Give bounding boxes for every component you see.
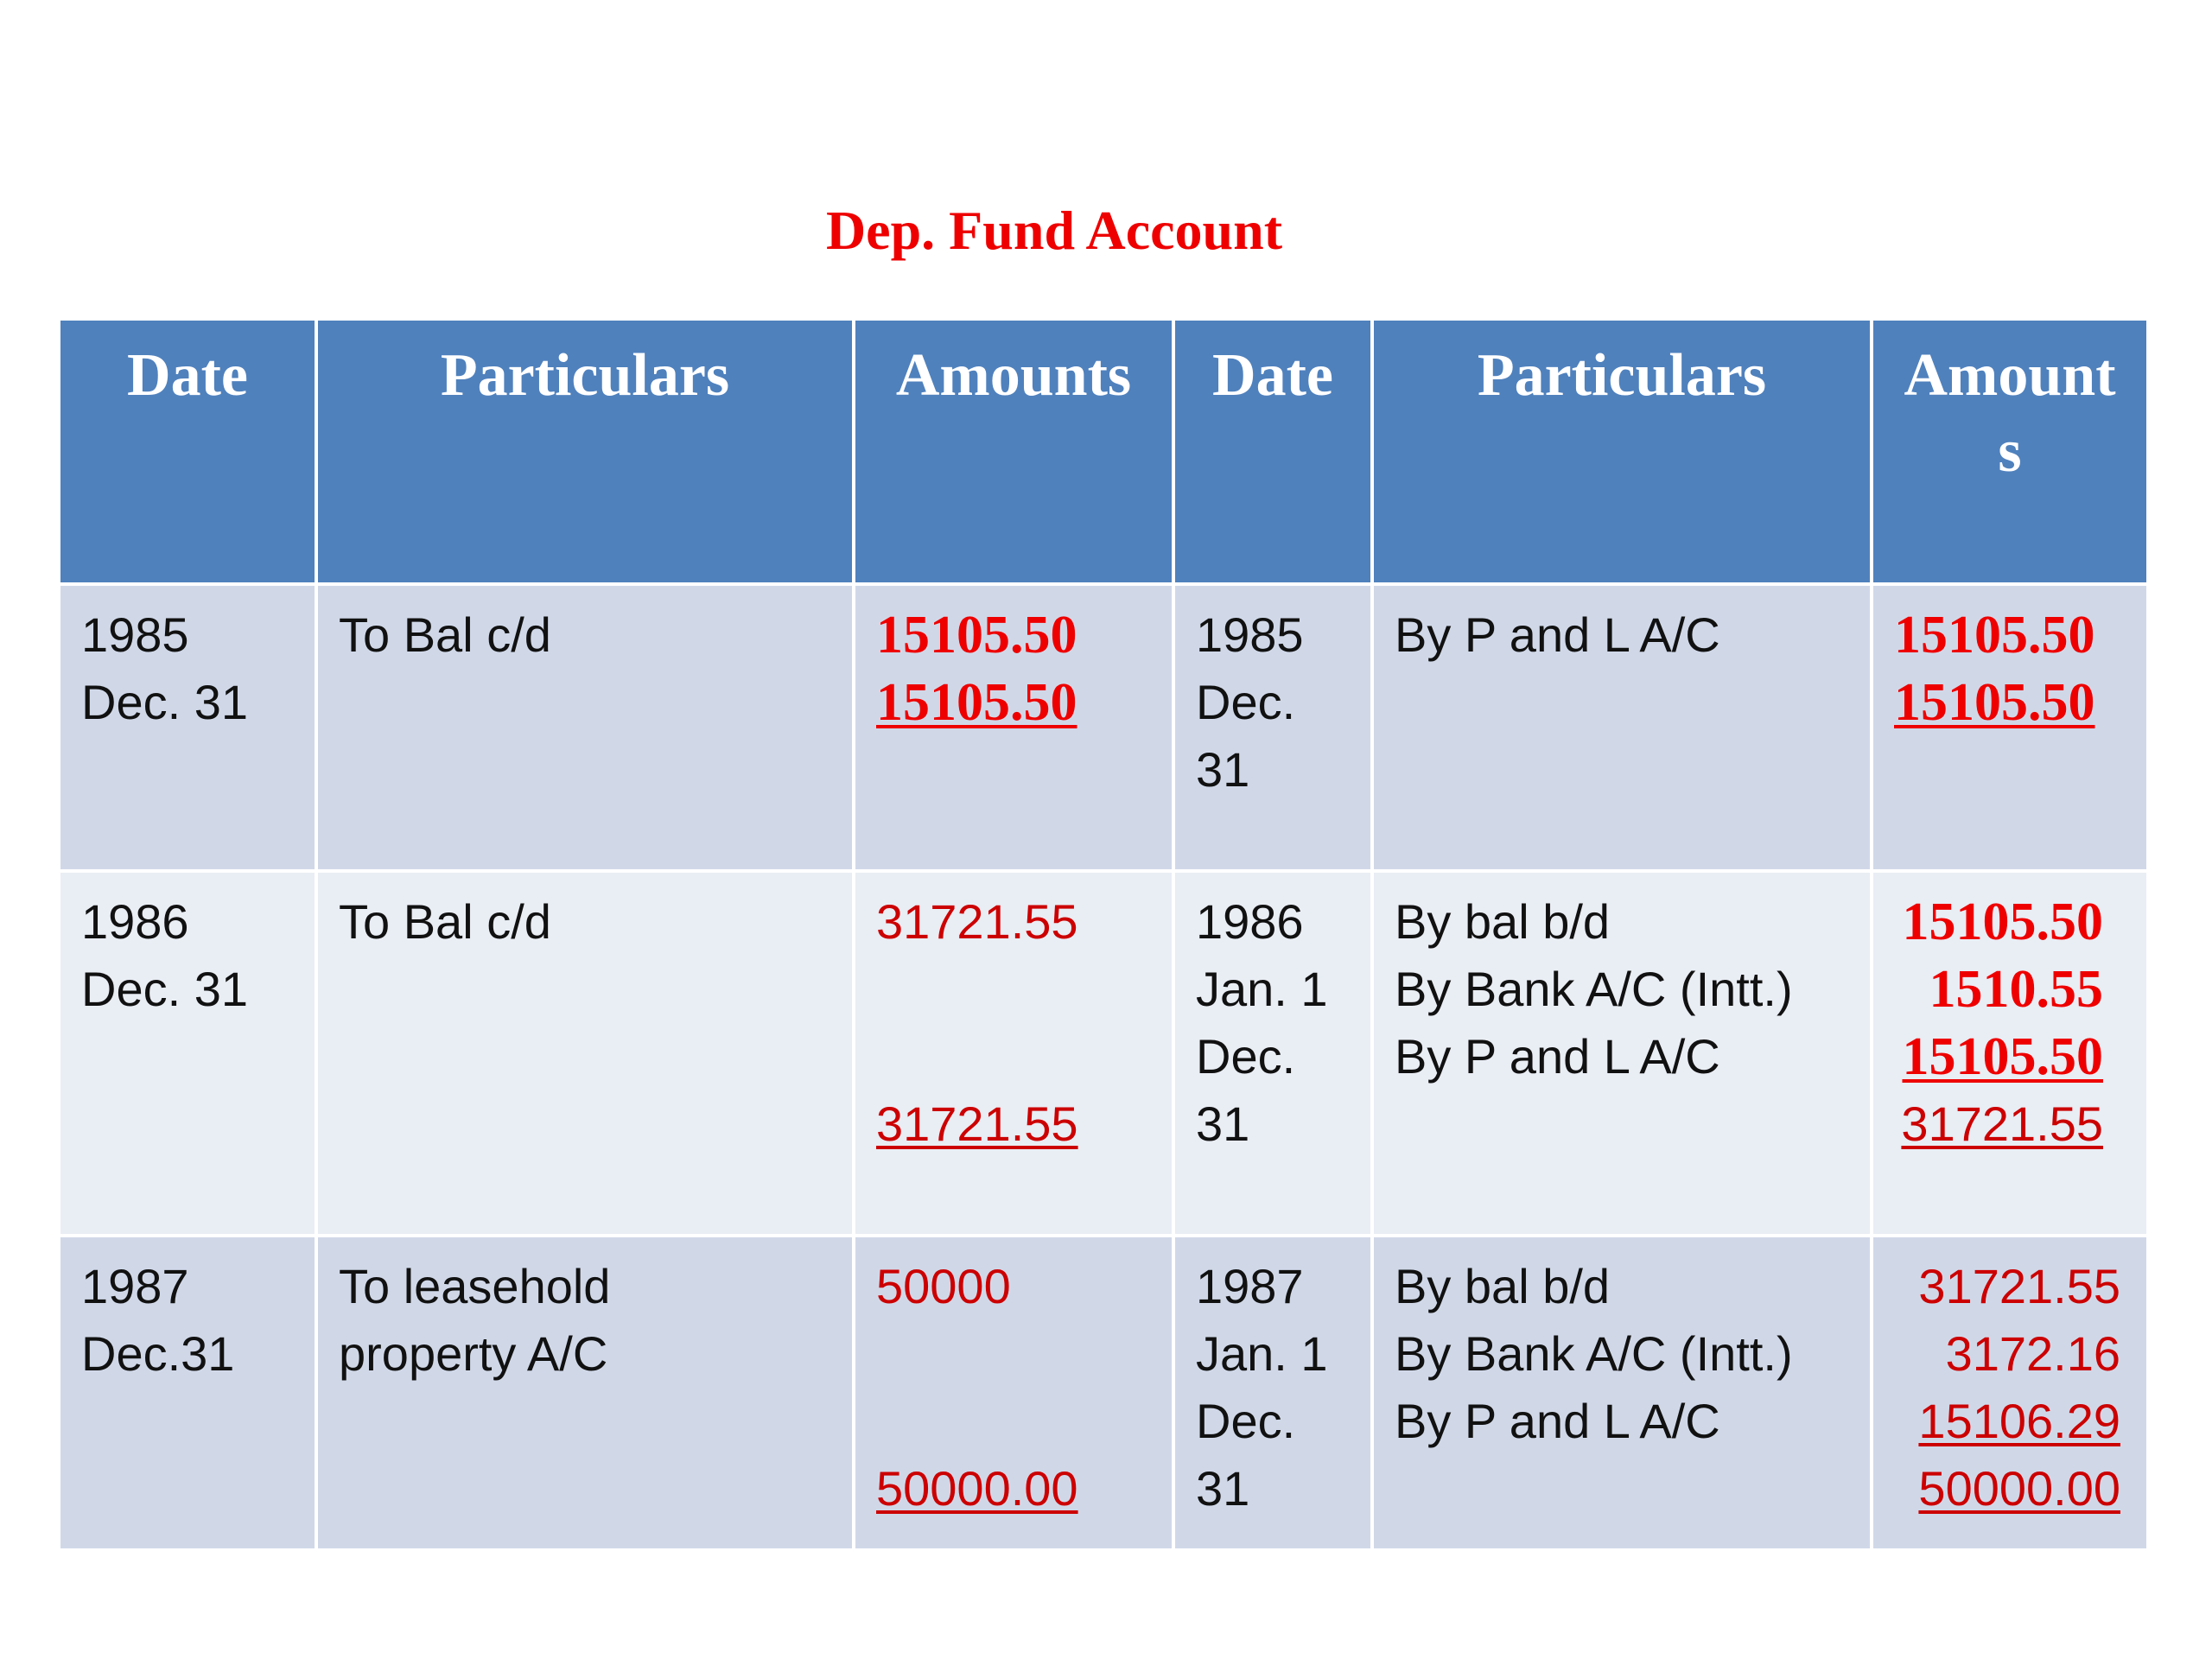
particulars-line: By bal b/d [1395,1259,1611,1313]
date-line: Jan. 1 [1196,962,1328,1016]
header-date-right: Date [1173,319,1372,584]
right-particulars-cell [1372,1236,1872,1550]
amount-value: 50000 [876,1259,1011,1313]
date-line: Dec.31 [81,1326,235,1381]
particulars-line: To Bal c/d [339,607,551,662]
right-date-cell [1173,871,1372,1236]
header-amounts-right: Amount s [1872,319,2148,584]
particulars-line: By bal b/d [1395,894,1611,949]
header-particulars-left: Particulars [316,319,854,584]
date-line: Dec. [1196,675,1296,729]
amount-value: 31721.55 [876,894,1078,949]
left-date-cell [59,871,316,1236]
left-particulars-cell [316,1236,854,1550]
particulars-line: property A/C [339,1326,608,1381]
amount-value: 15105.50 [1902,893,2103,951]
page-title: Dep. Fund Account [825,200,1283,261]
date-line: Dec. 31 [81,675,248,729]
amount-value: 1510.55 [1929,960,2103,1019]
particulars-line: By P and L A/C [1395,607,1720,662]
amount-total: 15105.50 [876,673,1077,732]
left-amount-cell [854,871,1173,1236]
amount-value: 3172.16 [1945,1326,2120,1381]
header-date-left: Date [59,319,316,584]
date-line: Dec. [1196,1029,1296,1084]
amount-value: 15105.50 [876,606,1077,664]
amount-total: 31721.55 [1901,1096,2103,1151]
date-line: 1985 [1196,607,1304,662]
amount-total: 50000.00 [876,1461,1078,1516]
date-line: 1986 [81,894,189,949]
date-line: 1986 [1196,894,1304,949]
table-row [59,584,2148,871]
particulars-line: To leasehold [339,1259,611,1313]
date-line: 1987 [1196,1259,1304,1313]
right-amount-cell [1872,584,2148,871]
ledger-table [57,317,2150,1552]
particulars-line: By Bank A/C (Intt.) [1395,962,1793,1016]
right-amount-cell [1872,871,2148,1236]
particulars-line: By P and L A/C [1395,1394,1720,1448]
particulars-line: By P and L A/C [1395,1029,1720,1084]
right-amount-cell [1872,1236,2148,1550]
amount-value: 15105.50 [1902,1027,2103,1086]
particulars-line: By Bank A/C (Intt.) [1395,1326,1793,1381]
amount-total: 31721.55 [876,1096,1078,1151]
date-line: Jan. 1 [1196,1326,1328,1381]
left-date-cell [59,584,316,871]
table-row [59,1236,2148,1550]
date-line: 1987 [81,1259,189,1313]
header-row [59,319,2148,584]
left-particulars-cell [316,584,854,871]
date-line: 31 [1196,742,1250,797]
table-row [59,871,2148,1236]
date-line: 31 [1196,1096,1250,1151]
right-particulars-cell [1372,871,1872,1236]
date-line: Dec. 31 [81,962,248,1016]
amount-value: 31721.55 [1918,1259,2120,1313]
left-date-cell [59,1236,316,1550]
amount-value: 15106.29 [1918,1394,2120,1448]
header-amounts-left: Amounts [854,319,1173,584]
left-particulars-cell [316,871,854,1236]
header-particulars-right: Particulars [1372,319,1872,584]
amount-total: 15105.50 [1894,673,2095,732]
particulars-line: To Bal c/d [339,894,551,949]
right-date-cell [1173,1236,1372,1550]
amount-value: 15105.50 [1894,606,2095,664]
date-line: 1985 [81,607,189,662]
left-amount-cell [854,584,1173,871]
right-date-cell [1173,584,1372,871]
left-amount-cell [854,1236,1173,1550]
date-line: 31 [1196,1461,1250,1516]
date-line: Dec. [1196,1394,1296,1448]
right-particulars-cell [1372,584,1872,871]
amount-total: 50000.00 [1918,1461,2120,1516]
